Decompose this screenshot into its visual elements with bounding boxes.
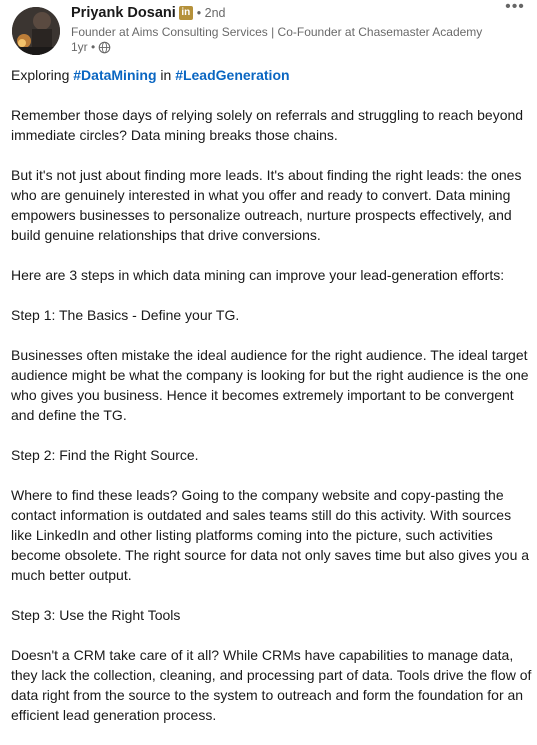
intro-text: in [156,67,176,83]
more-options-icon[interactable]: ••• [505,0,525,15]
hashtag-link[interactable]: #LeadGeneration [175,67,290,83]
post-intro [11,65,535,85]
linkedin-premium-icon: in [179,6,193,20]
post-paragraph: Businesses often mistake the ideal audience for the right audience. The ideal target audience might be what the company is looking for but the right audience is the one who gives you business. Hence it becomes extremely important to be convergent and define the TG. [11,347,529,423]
post-header [0,0,537,62]
hashtag-link[interactable]: #DataMining [73,67,157,83]
post-timestamp: 1yr • [71,40,96,54]
author-avatar[interactable] [12,7,60,55]
intro-text: Exploring [11,67,74,83]
author-name[interactable]: Priyank Dosani [71,5,176,21]
post-paragraph: Here are 3 steps in which data mining can improve your lead-generation efforts: [11,267,505,283]
step-heading: Step 1: The Basics - Define your TG. [11,307,240,323]
post-paragraph: Where to find these leads? Going to the company website and copy-pasting the contact information is outdated and sales teams still do this activity. With sources like LinkedIn and other listing platforms coming into the picture, such activities become obsolete. The right source for data not only saves time but also gives you a much better output. [11,487,530,583]
globe-icon [98,41,111,54]
post-text [11,65,535,745]
post-paragraph: Doesn't a CRM take care of it all? While CRMs have capabilities to manage data, they lack the collection, cleaning, and processing part of data. Tools drive the flow of data right from the source to the system to outreach and form the foundation for an efficient lead generation process. [11,647,532,723]
step-heading: Step 2: Find the Right Source. [11,447,199,463]
step-heading: Step 3: Use the Right Tools [11,607,181,623]
post-paragraph: But it's not just about finding more leads. It's about finding the right leads: the ones who are genuinely interested in what you offer and ready to convert. Data mining empowers businesses to personalize outreach, nurture prospects effectively, and build genuine relationships that drive conversions. [11,167,522,243]
post-meta [71,40,111,54]
connection-degree: • 2nd [196,6,226,20]
post-paragraph: Remember those days of relying solely on referrals and struggling to reach beyond immediate circles? Data mining breaks those chains. [11,107,524,143]
author-headline: Founder at Aims Consulting Services | Co-Founder at Chasemaster Academy [71,25,483,39]
author-line [71,5,225,21]
